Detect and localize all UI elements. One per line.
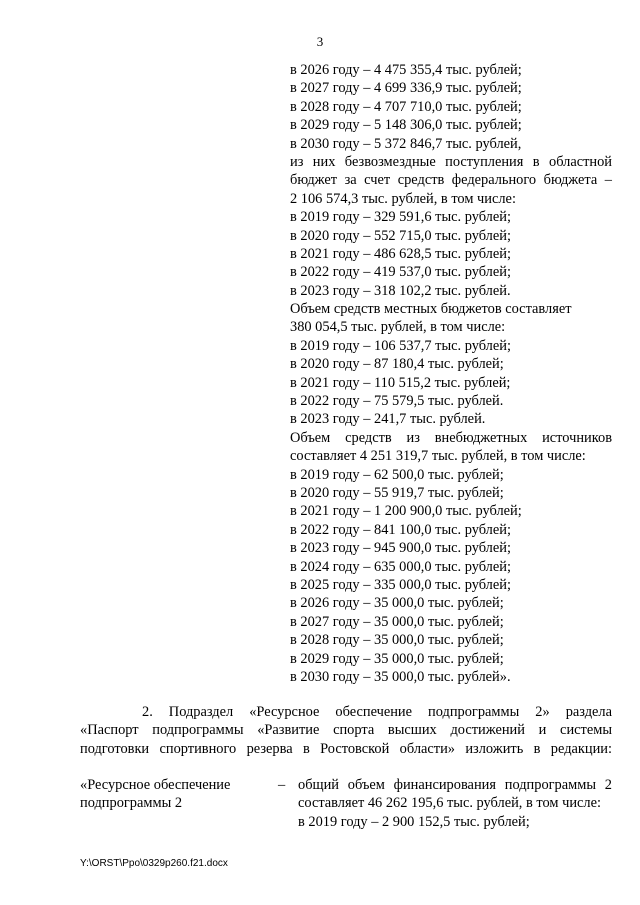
column-line: в 2030 году – 5 372 846,7 тыс. рублей, <box>290 135 522 152</box>
column-line: в 2027 году – 4 699 336,9 тыс. рублей; <box>290 80 522 97</box>
column-line: Объем средств из внебюджетных источников <box>290 429 612 446</box>
column-line: в 2028 году – 35 000,0 тыс. рублей; <box>290 632 504 649</box>
resource-label-line: подпрограммы 2 <box>80 795 183 812</box>
column-line: в 2019 году – 329 591,6 тыс. рублей; <box>290 209 511 226</box>
column-line: 380 054,5 тыс. рублей, в том числе: <box>290 319 506 336</box>
column-line: в 2025 году – 335 000,0 тыс. рублей; <box>290 576 511 593</box>
resource-label-line: «Ресурсное обеспечение <box>80 777 231 793</box>
resource-label <box>80 776 280 813</box>
column-line: в 2026 году – 35 000,0 тыс. рублей; <box>290 595 504 612</box>
paragraph-2 <box>80 703 612 758</box>
column-line: в 2021 году – 486 628,5 тыс. рублей; <box>290 245 511 262</box>
column-line: в 2029 году – 35 000,0 тыс. рублей; <box>290 650 504 667</box>
resource-text-line: составляет 46 262 195,6 тыс. рублей, в том числе: <box>298 795 601 812</box>
column-line: в 2020 году – 552 715,0 тыс. рублей; <box>290 227 511 244</box>
file-path-footer: Y:\ORST\Ppo\0329p260.f21.docx <box>80 858 228 869</box>
page-number: 3 <box>316 34 324 49</box>
column-line: в 2029 году – 5 148 306,0 тыс. рублей; <box>290 117 522 134</box>
column-line: в 2027 году – 35 000,0 тыс. рублей; <box>290 613 504 630</box>
column-line: 2 106 574,3 тыс. рублей, в том числе: <box>290 190 516 207</box>
column-line: в 2030 году – 35 000,0 тыс. рублей». <box>290 668 511 685</box>
column-line: в 2019 году – 106 537,7 тыс. рублей; <box>290 337 511 354</box>
column-line: в 2022 году – 75 579,5 тыс. рублей. <box>290 393 504 410</box>
resource-text-line: в 2019 году – 2 900 152,5 тыс. рублей; <box>298 813 530 830</box>
resource-text <box>298 776 612 831</box>
column-line: в 2024 году – 635 000,0 тыс. рублей; <box>290 558 511 575</box>
column-line: в 2028 году – 4 707 710,0 тыс. рублей; <box>290 98 522 115</box>
column-line: в 2022 году – 841 100,0 тыс. рублей; <box>290 521 511 538</box>
column-line: в 2019 году – 62 500,0 тыс. рублей; <box>290 466 504 483</box>
column-line: в 2021 году – 1 200 900,0 тыс. рублей; <box>290 503 522 520</box>
column-line: в 2020 году – 87 180,4 тыс. рублей; <box>290 356 504 373</box>
column-line: бюджет за счет средств федерального бюджета – <box>290 172 612 189</box>
column-line: в 2023 году – 945 900,0 тыс. рублей; <box>290 540 511 557</box>
column-line: в 2023 году – 318 102,2 тыс. рублей. <box>290 282 511 299</box>
column-line: в 2021 году – 110 515,2 тыс. рублей; <box>290 374 511 391</box>
resource-text-line: общий объем финансирования подпрограммы 2 <box>298 777 612 793</box>
column-line: из них безвозмездные поступления в областной <box>290 153 612 170</box>
column-line: в 2026 году – 4 475 355,4 тыс. рублей; <box>290 62 522 78</box>
column-line: в 2023 году – 241,7 тыс. рублей. <box>290 411 486 428</box>
resource-dash: – <box>278 777 286 793</box>
paragraph-line: «Паспорт подпрограммы «Развитие спорта высших достижений и системы <box>80 722 612 739</box>
funding-column <box>290 61 612 686</box>
column-line: в 2020 году – 55 919,7 тыс. рублей; <box>290 484 504 501</box>
paragraph-line: 2. Подраздел «Ресурсное обеспечение подпрограммы 2» раздела <box>142 704 612 720</box>
column-line: Объем средств местных бюджетов составляет <box>290 301 572 318</box>
column-line: в 2022 году – 419 537,0 тыс. рублей; <box>290 264 511 281</box>
paragraph-line: подготовки спортивного резерва в Ростовской области» изложить в редакции: <box>80 740 612 757</box>
column-line: составляет 4 251 319,7 тыс. рублей, в том числе: <box>290 448 586 465</box>
